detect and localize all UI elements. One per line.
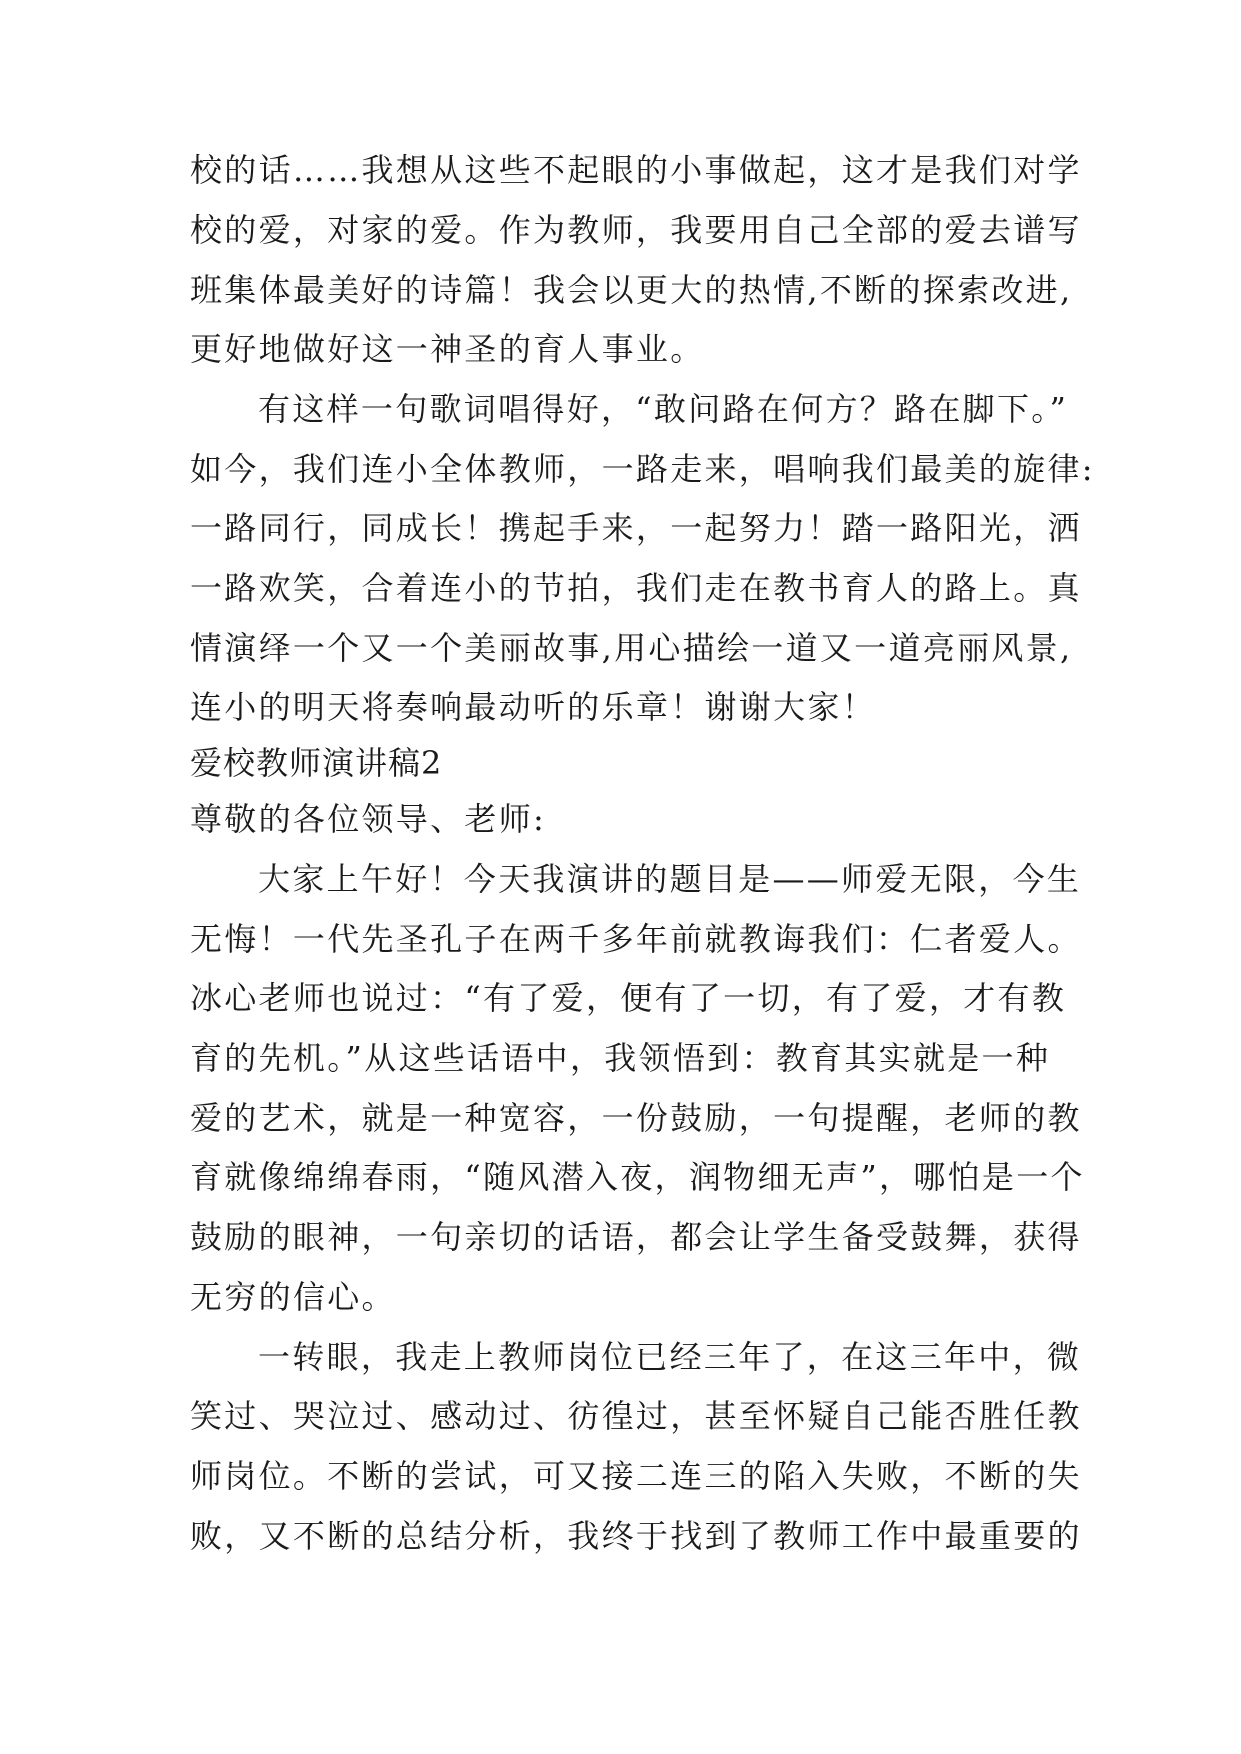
paragraph-first-line: 一转眼，我走上教师岗位已经三年了，在这三年中，微 bbox=[258, 1338, 1082, 1376]
text-line: 育的先机。”从这些话语中，我领悟到：教育其实就是一种 bbox=[190, 1039, 1051, 1077]
text-line: 笑过、哭泣过、感动过、彷徨过，甚至怀疑自己能否胜任教 bbox=[190, 1397, 1082, 1435]
text-line: 一路欢笑，合着连小的节拍，我们走在教书育人的路上。真 bbox=[190, 569, 1082, 607]
section-heading: 爱校教师演讲稿2 bbox=[190, 744, 443, 782]
text-line: 校的话……我想从这些不起眼的小事做起，这才是我们对学 bbox=[190, 151, 1082, 189]
text-line: 师岗位。不断的尝试，可又接二连三的陷入失败，不断的失 bbox=[190, 1457, 1082, 1495]
text-line: 无穷的信心。 bbox=[190, 1278, 396, 1316]
text-line: 连小的明天将奏响最动听的乐章！谢谢大家！ bbox=[190, 688, 877, 726]
text-line: 如今，我们连小全体教师，一路走来，唱响我们最美的旋律: bbox=[190, 450, 1095, 488]
text-line: 情演绎一个又一个美丽故事,用心描绘一道又一道亮丽风景, bbox=[190, 629, 1073, 667]
text-line: 无悔！一代先圣孔子在两千多年前就教诲我们：仁者爱人。 bbox=[190, 920, 1082, 958]
paragraph-first-line: 有这样一句歌词唱得好，“敢问路在何方？路在脚下。” bbox=[258, 390, 1069, 428]
text-line: 败，又不断的总结分析，我终于找到了教师工作中最重要的 bbox=[190, 1517, 1082, 1555]
text-line: 鼓励的眼神，一句亲切的话语，都会让学生备受鼓舞，获得 bbox=[190, 1218, 1082, 1256]
text-line: 班集体最美好的诗篇！我会以更大的热情,不断的探索改进, bbox=[190, 271, 1073, 309]
salutation: 尊敬的各位领导、老师: bbox=[190, 800, 547, 838]
paragraph-first-line: 大家上午好！今天我演讲的题目是——师爱无限，今生 bbox=[258, 860, 1082, 898]
text-line: 育就像绵绵春雨，“随风潜入夜，润物细无声”，哪怕是一个 bbox=[190, 1158, 1085, 1196]
text-line: 校的爱，对家的爱。作为教师，我要用自己全部的爱去谱写 bbox=[190, 211, 1082, 249]
text-line: 更好地做好这一神圣的育人事业。 bbox=[190, 330, 705, 368]
text-line: 冰心老师也说过：“有了爱，便有了一切，有了爱，才有教 bbox=[190, 979, 1067, 1017]
text-line: 爱的艺术，就是一种宽容，一份鼓励，一句提醒，老师的教 bbox=[190, 1099, 1082, 1137]
text-line: 一路同行，同成长！携起手来，一起努力！踏一路阳光，洒 bbox=[190, 509, 1082, 547]
